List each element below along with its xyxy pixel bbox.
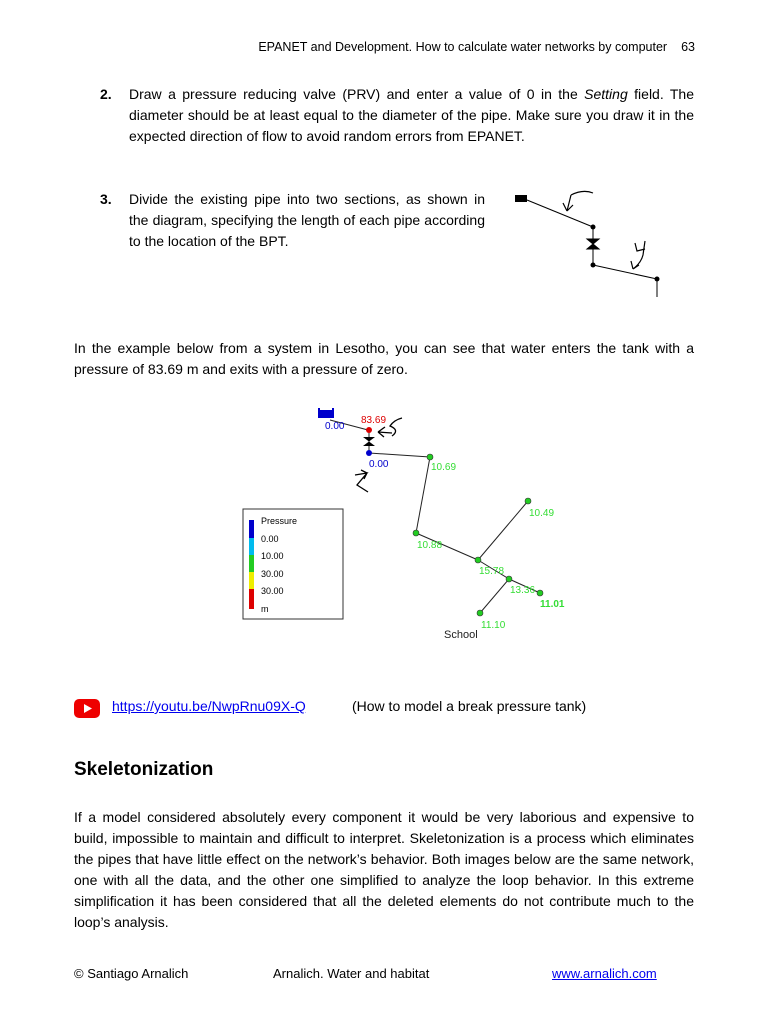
footer-website[interactable] xyxy=(552,966,657,981)
node xyxy=(477,610,483,616)
node xyxy=(537,590,543,596)
valve-icon xyxy=(587,239,599,249)
node-pressure-label: 11.10 xyxy=(481,620,506,631)
arrow-icon xyxy=(355,470,368,492)
video-url[interactable]: https://youtu.be/NwpRnu09X-Q xyxy=(112,698,306,714)
node xyxy=(427,454,433,460)
legend-title: Pressure xyxy=(261,516,298,526)
prv-valve-icon xyxy=(363,437,375,446)
website-link[interactable]: www.arnalich.com xyxy=(552,966,657,981)
tank-icon xyxy=(515,195,527,202)
legend-swatch xyxy=(249,555,254,572)
page-header xyxy=(0,40,695,54)
footer-copyright: © Santiago Arnalich xyxy=(74,966,189,981)
prv-inlet-pressure-label: 83.69 xyxy=(361,415,387,426)
bpt-pipe-diagram xyxy=(505,185,680,305)
setting-emphasis: Setting xyxy=(584,86,628,102)
legend-swatch xyxy=(249,538,254,555)
node xyxy=(366,427,372,433)
legend-label: 10.00 xyxy=(261,551,284,561)
footer-book: Arnalich. Water and habitat xyxy=(273,966,430,981)
step-3 xyxy=(100,189,485,252)
node xyxy=(413,530,419,536)
arrow-icon xyxy=(563,191,593,211)
page-number: 63 xyxy=(681,40,695,54)
node-pressure-label: 10.69 xyxy=(431,462,457,473)
legend-label: m xyxy=(261,604,269,614)
node xyxy=(366,450,372,456)
youtube-icon[interactable] xyxy=(74,699,100,718)
legend-label: 30.00 xyxy=(261,569,284,579)
prv-outlet-pressure-label: 0.00 xyxy=(369,459,389,470)
tank-pressure-label: 0.00 xyxy=(325,421,345,432)
school-label: School xyxy=(444,629,478,641)
section-paragraph: If a model considered absolutely every component it would be very laborious and expensive to build, impossible to maintain and difficult to interpret. Skeletonization is a process which eliminates the pipes that have little effect on the network’s behavior. Both images below are the same network, one with all the data, and the other one simplified to analyze the loop behavior. In this extreme simplification it has been considered that all the deleted elements do not contribute much to the loop’s analysis. xyxy=(74,809,694,930)
tank-icon xyxy=(320,410,332,418)
node-pressure-label: 15.78 xyxy=(479,566,505,577)
legend-swatch xyxy=(249,520,254,538)
video-link[interactable] xyxy=(112,698,306,714)
node-pressure-label: 10.49 xyxy=(529,508,555,519)
node-pressure-label: 10.88 xyxy=(417,540,443,551)
node xyxy=(475,557,481,563)
node-pressure-label: 11.01 xyxy=(540,599,565,610)
step-2 xyxy=(100,84,694,147)
node-pressure-label: 13.36 xyxy=(510,585,536,596)
arrow-icon xyxy=(631,241,645,269)
node xyxy=(506,576,512,582)
video-description: (How to model a break pressure tank) xyxy=(352,698,587,714)
intro-paragraph: In the example below from a system in Lesotho, you can see that water enters the tank with a pressure of 83.69 m and exits with a pressure of zero. xyxy=(74,340,694,377)
legend-swatch xyxy=(249,572,254,589)
header-title: EPANET and Development. How to calculate water networks by computer xyxy=(258,40,668,54)
step-number: 3. xyxy=(100,191,112,207)
step-number: 2. xyxy=(100,86,112,102)
step-text: Divide the existing pipe into two sections, as shown in the diagram, specifying the length of each pipe according to the location of the BPT. xyxy=(129,191,485,249)
step-text: Draw a pressure reducing valve (PRV) and enter a value of 0 in the Setting field. The diameter should be at least equal to the diameter of the pipe. Make sure you draw it in the expected direction of flow to avoid random errors from EPANET. xyxy=(129,86,694,144)
node xyxy=(525,498,531,504)
pressure-legend xyxy=(243,509,343,619)
legend-swatch xyxy=(249,589,254,609)
section-title: Skeletonization xyxy=(74,759,214,780)
legend-label: 0.00 xyxy=(261,534,279,544)
network-diagram xyxy=(230,400,590,650)
legend-label: 30.00 xyxy=(261,586,284,596)
